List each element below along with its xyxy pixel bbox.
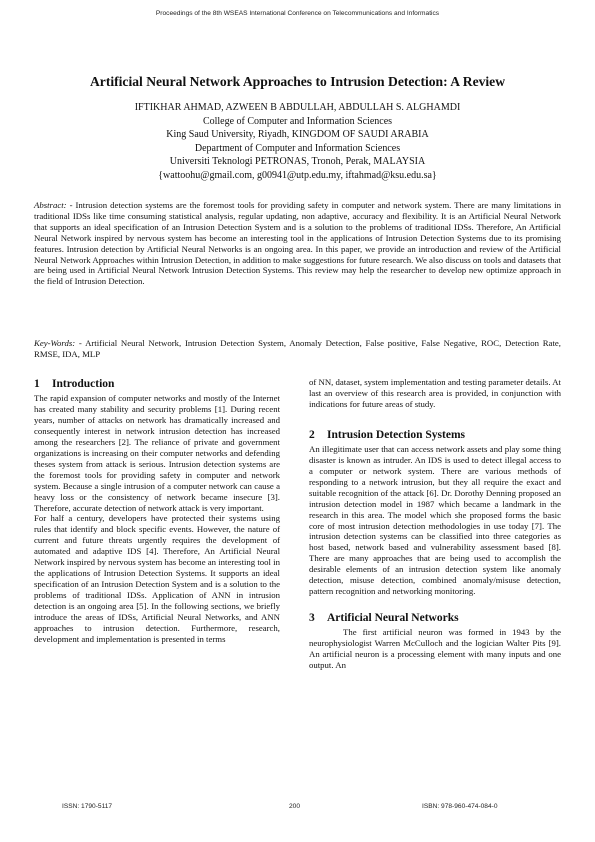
author-emails: {wattoohu@gmail.com, g00941@utp.edu.my, iftahmad@ksu.edu.sa} (158, 169, 437, 181)
abstract (34, 200, 561, 287)
authors: IFTIKHAR AHMAD, AZWEEN B ABDULLAH, ABDULLAH S. ALGHAMDI (134, 102, 461, 113)
left-column (34, 377, 280, 645)
affiliation-line: Department of Computer and Information Sciences (194, 142, 401, 154)
paragraph: The first artificial neuron was formed in 1943 by the neurophysiologist Warren McCulloch and the logician Walter Pits [9]. An artificial neuron is a processing element with many inputs and one output. An (309, 627, 561, 671)
section-heading-ann (309, 611, 561, 625)
keywords (34, 338, 561, 360)
section-number: 2 (309, 428, 315, 441)
affiliation-line: College of Computer and Information Sciences (202, 115, 393, 127)
footer-isbn: ISBN: 978-960-474-084-0 (422, 803, 498, 810)
paragraph: An illegitimate user that can access network assets and play some thing disaster is known as intruder. An IDS is used to detect illegal access to a computer or network system. There are various methods of responding to a network intrusion, but they all require the exact and suitable recognition of the attack [6]. Dr. Dorothy Denning proposed an intrusion detection model in 1987 which became a landmark in the research in this area. The model which she proposed forms the basic core of most intrusion detection methodologies in use today [7]. The intrusion detection systems can be classified into three categories as host based, network based and vulnerability assessment based [8]. There are many approaches that are being used to accomplish the desirable elements of an intrusion detection system like anomaly detection, misuse detection, combined anomaly/misuse detection, pattern recognition and networking monitoring. (309, 443, 561, 597)
abstract-text: - Intrusion detection systems are the foremost tools for providing safety in computer and network system. There are many limitations in traditional IDSs like time consuming statistical analysis, regular updating, non adaptive, accuracy and flexibility. It is an Artificial Neural Network that supports an ideal specification of an Intrusion Detection System and is a solution to the problems of traditional IDSs. Therefore, An Artificial Neural Network inspired by nervous system has become an interesting tool in the applications of Intrusion Detection Systems due to its promising features. Intrusion detection by Artificial Neural Networks is an ongoing area. In this paper, we provide an introduction and review of the Artificial Neural Network Approaches within Intrusion Detection, in addition to make suggestions for future research. We also discuss on tools and datasets that are being used in Artificial Neural Network Intrusion Detection Systems. This review may help the researcher to develop new optimize approach in the field of Intrusion Detection. (34, 200, 561, 287)
section-number: 1 (34, 378, 40, 390)
affiliation-line: Universiti Teknologi PETRONAS, Tronoh, Perak, MALAYSIA (169, 156, 426, 167)
keywords-label: Key-Words: (34, 338, 76, 348)
author-block (20, 101, 575, 182)
section-title: Introduction (52, 378, 115, 390)
paragraph: For half a century, developers have protected their systems using rules that identify and block specific events. However, the nature of current and future threats urgently requires the development of automated and adaptive IDS [4]. Therefore, An Artificial Neural Network inspired by nervous system has become an interesting tool in the applications of Intrusion Detection Systems. It supports an ideal specification of an Intrusion Detection System and is a solution to the problems of traditional IDSs. Application of ANN in intrusion detection is an ongoing area [5]. In the following sections, we briefly introduce the areas of IDSs, Artificial Neural Networks, and ANN approaches to intrusion detection. Furthermore, research, development and implementation is presented in terms (34, 513, 280, 644)
abstract-label: Abstract: (34, 200, 67, 210)
paper-title: Artificial Neural Network Approaches to Intrusion Detection: A Review (89, 74, 506, 89)
footer-issn: ISSN: 1790-5117 (62, 803, 113, 810)
affiliation-line: King Saud University, Riyadh, KINGDOM OF SAUDI ARABIA (166, 129, 429, 140)
keywords-text: - Artificial Neural Network, Intrusion Detection System, Anomaly Detection, False positive, False Negative, ROC, Detection Rate, RMSE, IDA, MLP (34, 338, 561, 359)
paragraph: The rapid expansion of computer networks and mostly of the Internet has created many stability and security problems [1]. During recent years, number of attacks on network has dramatically increased and consequently interest in network intrusion detection has increased among the researchers [2]. The reliance of private and government organizations is increasing on their computer networks and defending theses system from attack is serious. Intrusion detection systems are the foremost tools for providing safety in computer and network system. Because a single intrusion of a computer network can cause a heavy loss or the consistency of network became insecure [3]. Therefore, accurate detection of network attack is very important. (34, 393, 280, 513)
running-header: Proceedings of the 8th WSEAS International Conference on Telecommunications and Informatics (155, 10, 440, 17)
section-title: Artificial Neural Networks (327, 612, 459, 625)
footer-page-number: 200 (289, 803, 301, 810)
right-column (309, 377, 561, 671)
section-title: Intrusion Detection Systems (327, 428, 465, 441)
section-number: 3 (309, 612, 315, 625)
section-heading-ids (309, 428, 561, 442)
paragraph: of NN, dataset, system implementation and testing parameter details. At last an overview of this research area is provided, in conjunction with indications for future areas of study. (309, 377, 561, 409)
section-heading-introduction (34, 377, 280, 391)
